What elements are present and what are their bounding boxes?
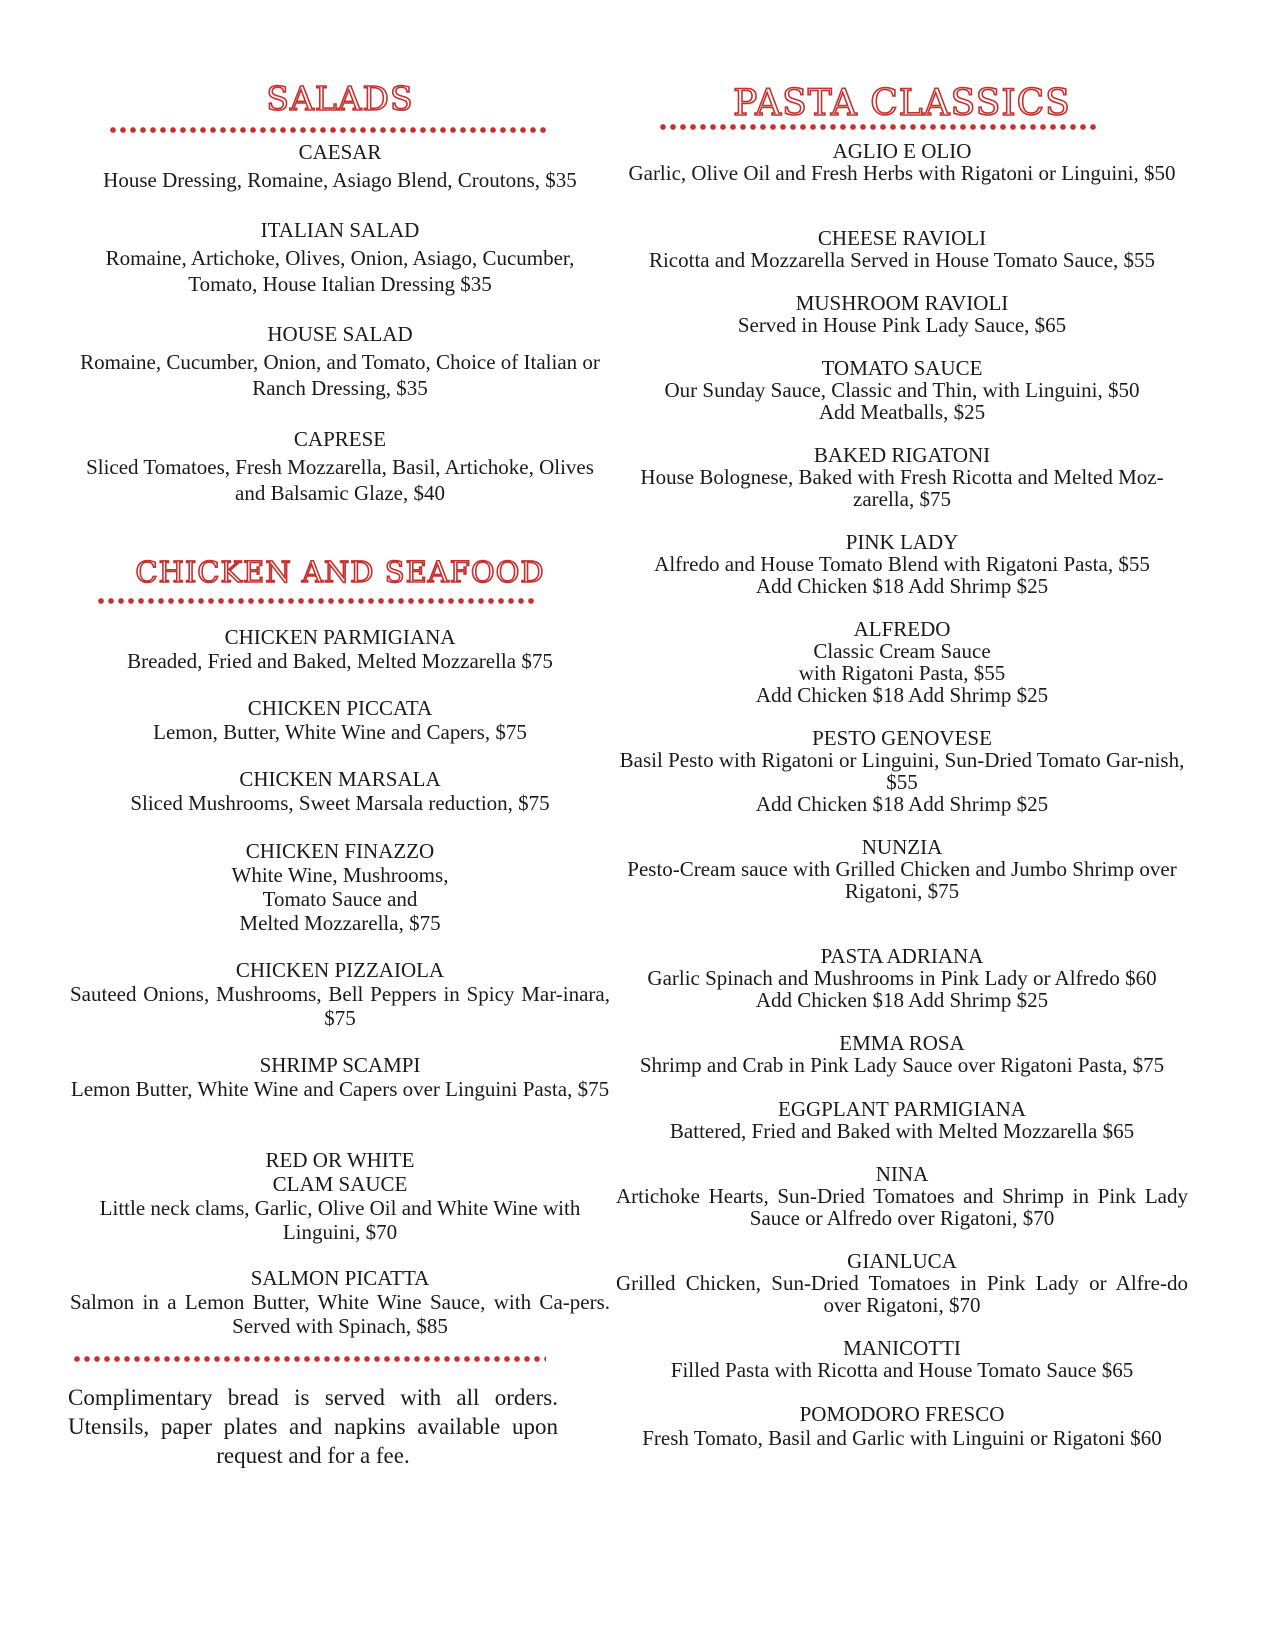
item-description: Lemon, Butter, White Wine and Capers, $75 <box>153 720 527 744</box>
item-name: CAESAR <box>298 140 382 164</box>
item-description: Sauteed Onions, Mushrooms, Bell Peppers in Spicy Mar-inara, $75 <box>70 982 610 1030</box>
item-name: CHICKEN PICCATA <box>247 696 433 720</box>
item-description: Basil Pesto with Rigatoni or Linguini, Sun-Dried Tomato Gar-nish, $55 Add Chicken $18 Add Shrimp $25 <box>619 748 1185 816</box>
item-name: SHRIMP SCAMPI <box>259 1053 421 1077</box>
item-name: NUNZIA <box>861 835 943 859</box>
menu-item <box>616 1163 1188 1229</box>
item-description: Garlic, Olive Oil and Fresh Herbs with Rigatoni or Linguini, $50 <box>628 161 1176 185</box>
pasta-classics-divider <box>660 124 1100 130</box>
salads-divider <box>110 127 546 133</box>
item-name: BAKED RIGATONI <box>813 443 991 467</box>
menu-item <box>70 767 610 815</box>
item-description: Served in House Pink Lady Sauce, $65 <box>737 313 1067 337</box>
pasta-classics-heading: PASTA CLASSICS <box>733 83 1071 124</box>
item-description: Battered, Fried and Baked with Melted Mozzarella $65 <box>669 1119 1135 1143</box>
menu-item <box>70 696 610 744</box>
item-description: Lemon Butter, White Wine and Capers over Linguini Pasta, $75 <box>70 1077 610 1101</box>
menu-item <box>70 958 610 1030</box>
menu-item <box>616 1337 1188 1381</box>
item-description: Breaded, Fried and Baked, Melted Mozzarella $75 <box>127 649 553 673</box>
menu-item <box>616 1403 1188 1451</box>
menu-item <box>70 1266 610 1338</box>
chicken-seafood-heading: CHICKEN AND SEAFOOD <box>135 555 545 589</box>
item-name: POMODORO FRESCO <box>799 1402 1005 1426</box>
menu-item <box>70 625 610 673</box>
menu-item <box>616 1098 1188 1142</box>
item-description: Grilled Chicken, Sun-Dried Tomatoes in Pink Lady or Alfre-do over Rigatoni, $70 <box>616 1271 1188 1317</box>
item-name: CHICKEN MARSALA <box>239 767 441 791</box>
salads-heading: SALADS <box>266 79 414 118</box>
item-description: Pesto-Cream sauce with Grilled Chicken and Jumbo Shrimp over Rigatoni, $75 <box>627 857 1177 903</box>
item-name: GIANLUCA <box>847 1249 957 1273</box>
menu-item <box>70 427 610 506</box>
item-name: CHICKEN FINAZZO <box>245 839 435 863</box>
item-description: Romaine, Cucumber, Onion, and Tomato, Choice of Italian or Ranch Dressing, $35 <box>80 350 600 400</box>
menu-item <box>616 357 1188 423</box>
menu-item <box>616 444 1188 510</box>
menu-item <box>70 140 610 193</box>
item-description: Salmon in a Lemon Butter, White Wine Sauce, with Ca-pers. Served with Spinach, $85 <box>70 1290 610 1338</box>
item-name: PASTA ADRIANA <box>820 944 984 968</box>
item-name: MUSHROOM RAVIOLI <box>795 291 1009 315</box>
menu-item <box>70 839 610 935</box>
item-name: TOMATO SAUCE <box>821 356 983 380</box>
item-description: House Dressing, Romaine, Asiago Blend, Croutons, $35 <box>103 168 577 192</box>
menu-item <box>616 945 1188 1011</box>
menu-item <box>616 227 1188 271</box>
menu-item <box>616 727 1188 815</box>
menu-item <box>616 140 1188 184</box>
item-description: Artichoke Hearts, Sun-Dried Tomatoes and Shrimp in Pink Lady Sauce or Alfredo over Rigatoni, $70 <box>616 1184 1188 1230</box>
item-description: Garlic Spinach and Mushrooms in Pink Lady or Alfredo $60 Add Chicken $18 Add Shrimp $25 <box>647 966 1157 1012</box>
item-description: Filled Pasta with Ricotta and House Tomato Sauce $65 <box>670 1358 1134 1382</box>
item-name: ITALIAN SALAD <box>260 218 420 242</box>
item-name: RED OR WHITE CLAM SAUCE <box>265 1148 415 1196</box>
item-name: CHICKEN PARMIGIANA <box>224 625 456 649</box>
footer-note: Complimentary bread is served with all orders. Utensils, paper plates and napkins available upon request and for a fee. <box>68 1385 558 1468</box>
menu-item <box>616 292 1188 336</box>
menu-item <box>70 1148 610 1244</box>
item-name: SALMON PICATTA <box>250 1266 430 1290</box>
item-description: Ricotta and Mozzarella Served in House Tomato Sauce, $55 <box>648 248 1156 272</box>
menu-item <box>70 218 610 297</box>
item-name: CHEESE RAVIOLI <box>817 226 987 250</box>
item-description: Alfredo and House Tomato Blend with Rigatoni Pasta, $55 Add Chicken $18 Add Shrimp $25 <box>654 552 1150 598</box>
menu-item <box>616 531 1188 597</box>
item-description: Shrimp and Crab in Pink Lady Sauce over Rigatoni Pasta, $75 <box>639 1053 1165 1077</box>
item-description: Little neck clams, Garlic, Olive Oil and White Wine with Linguini, $70 <box>99 1196 581 1244</box>
menu-item <box>616 618 1188 706</box>
item-name: EMMA ROSA <box>839 1031 965 1055</box>
menu-item <box>616 836 1188 902</box>
item-description: Sliced Mushrooms, Sweet Marsala reduction, $75 <box>130 791 550 815</box>
menu-item <box>70 322 610 401</box>
chicken-seafood-divider <box>98 598 534 604</box>
item-name: MANICOTTI <box>843 1336 961 1360</box>
item-description: House Bolognese, Baked with Fresh Ricotta and Melted Moz-zarella, $75 <box>640 465 1164 511</box>
item-name: AGLIO E OLIO <box>832 139 972 163</box>
item-name: ALFREDO <box>853 617 951 641</box>
item-name: CAPRESE <box>293 427 387 451</box>
item-name: NINA <box>875 1162 929 1186</box>
item-name: PESTO GENOVESE <box>812 726 992 750</box>
item-description: Classic Cream Sauce with Rigatoni Pasta, $55 Add Chicken $18 Add Shrimp $25 <box>755 639 1049 707</box>
item-description: Our Sunday Sauce, Classic and Thin, with Linguini, $50 Add Meatballs, $25 <box>664 378 1140 424</box>
menu-item <box>616 1250 1188 1316</box>
item-name: HOUSE SALAD <box>267 322 413 346</box>
item-description: White Wine, Mushrooms, Tomato Sauce and Melted Mozzarella, $75 <box>231 863 449 935</box>
menu-item <box>616 1032 1188 1076</box>
item-name: EGGPLANT PARMIGIANA <box>778 1097 1026 1121</box>
item-description: Sliced Tomatoes, Fresh Mozzarella, Basil, Artichoke, Olives and Balsamic Glaze, $40 <box>86 455 594 505</box>
item-name: PINK LADY <box>845 530 959 554</box>
footer-divider <box>74 1356 546 1362</box>
item-description: Fresh Tomato, Basil and Garlic with Linguini or Rigatoni $60 <box>642 1426 1162 1450</box>
item-name: CHICKEN PIZZAIOLA <box>235 958 445 982</box>
item-description: Romaine, Artichoke, Olives, Onion, Asiago, Cucumber, Tomato, House Italian Dressing $35 <box>105 246 575 296</box>
menu-item <box>70 1053 610 1101</box>
